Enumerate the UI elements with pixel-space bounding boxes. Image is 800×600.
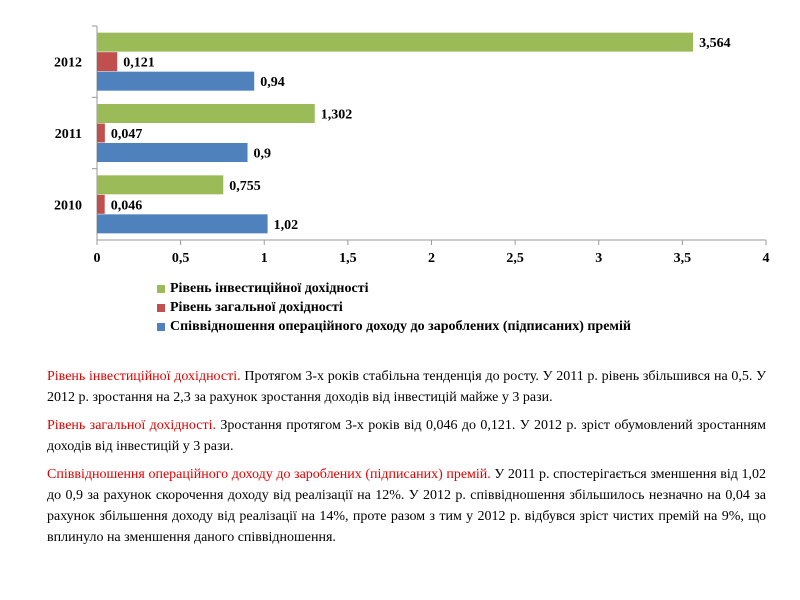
paragraph-operating [47, 464, 766, 548]
paragraph-general-body: Зростання протягом 3-х років від 0,046 до 0,121. У 2012 р. зріст обумовлений зростанням доходів від інвестицій у 3 рази. [47, 418, 766, 454]
legend-swatch-investment [157, 285, 165, 293]
x-tick-label: 2 [428, 251, 435, 266]
bar [97, 124, 105, 143]
paragraph-investment [47, 366, 766, 408]
x-tick-label: 3,5 [673, 251, 692, 266]
paragraph-investment-title: Рівень інвестиційної дохідності. [47, 369, 241, 384]
data-label: 0,94 [260, 75, 285, 91]
legend-label-general: Рівень загальної дохідності [170, 299, 343, 315]
bar [97, 104, 315, 123]
data-label: 0,046 [110, 198, 143, 214]
legend-label-operating: Співвідношення операційного доходу до зароблених (підписаних) премій [170, 318, 631, 334]
legend-label-investment: Рівень інвестиційної дохідності [170, 280, 369, 296]
bar [97, 143, 248, 162]
data-label: 0,9 [253, 146, 272, 162]
x-tick-label: 4 [762, 251, 770, 266]
legend-swatch-general [157, 304, 165, 312]
y-category-label: 2012 [54, 55, 82, 71]
bar [97, 52, 117, 71]
x-tick-label: 2,5 [506, 251, 524, 266]
bar [97, 33, 693, 52]
chart-legend [157, 279, 631, 336]
x-tick-label: 3 [595, 251, 603, 266]
paragraph-investment-body: Протягом 3-х років стабільна тенденція до росту. У 2011 р. рівень збільшився на 0,5. У 2012 р. зростання на 2,3 за рахунок зростання доходів від інвестицій майже у 3 рази. [47, 369, 767, 405]
bar [97, 72, 254, 91]
bar [97, 214, 268, 233]
legend-item-general [157, 298, 631, 317]
y-category-label: 2011 [54, 127, 82, 142]
paragraph-operating-title: Співвідношення операційного доходу до зароблених (підписаних) премій. [47, 467, 491, 482]
legend-item-investment [157, 279, 631, 298]
data-label: 0,121 [123, 55, 155, 71]
x-tick-label: 0,5 [171, 251, 190, 266]
y-category-label: 2010 [54, 198, 82, 214]
paragraph-general [47, 415, 766, 457]
legend-item-operating [157, 317, 631, 336]
data-label: 0,755 [229, 178, 261, 194]
bar [97, 175, 223, 194]
paragraph-operating-body: У 2011 р. спостерігається зменшення від 1,02 до 0,9 за рахунок скорочення доходу від реалізації на 12%. У 2012 р. співвідношення збільшилось незначно на 0,04 за рахунок збільшення доходу від реалізації на 14%, проте разом з тим у 2012 р. відбувся зріст чистих премій на 9%, що вплинуло на зменшення даного співвідношення. [47, 467, 766, 545]
legend-swatch-operating [157, 323, 165, 331]
data-label: 1,302 [320, 107, 353, 123]
bar [97, 195, 105, 214]
paragraph-general-title: Рівень загальної дохідності. [47, 418, 216, 433]
data-label: 3,564 [699, 36, 731, 52]
analysis-text [47, 366, 766, 555]
data-label: 1,02 [273, 217, 299, 233]
x-tick-label: 0 [93, 251, 101, 266]
x-tick-label: 1 [260, 251, 268, 266]
x-tick-label: 1,5 [339, 251, 357, 266]
data-label: 0,047 [110, 127, 143, 142]
